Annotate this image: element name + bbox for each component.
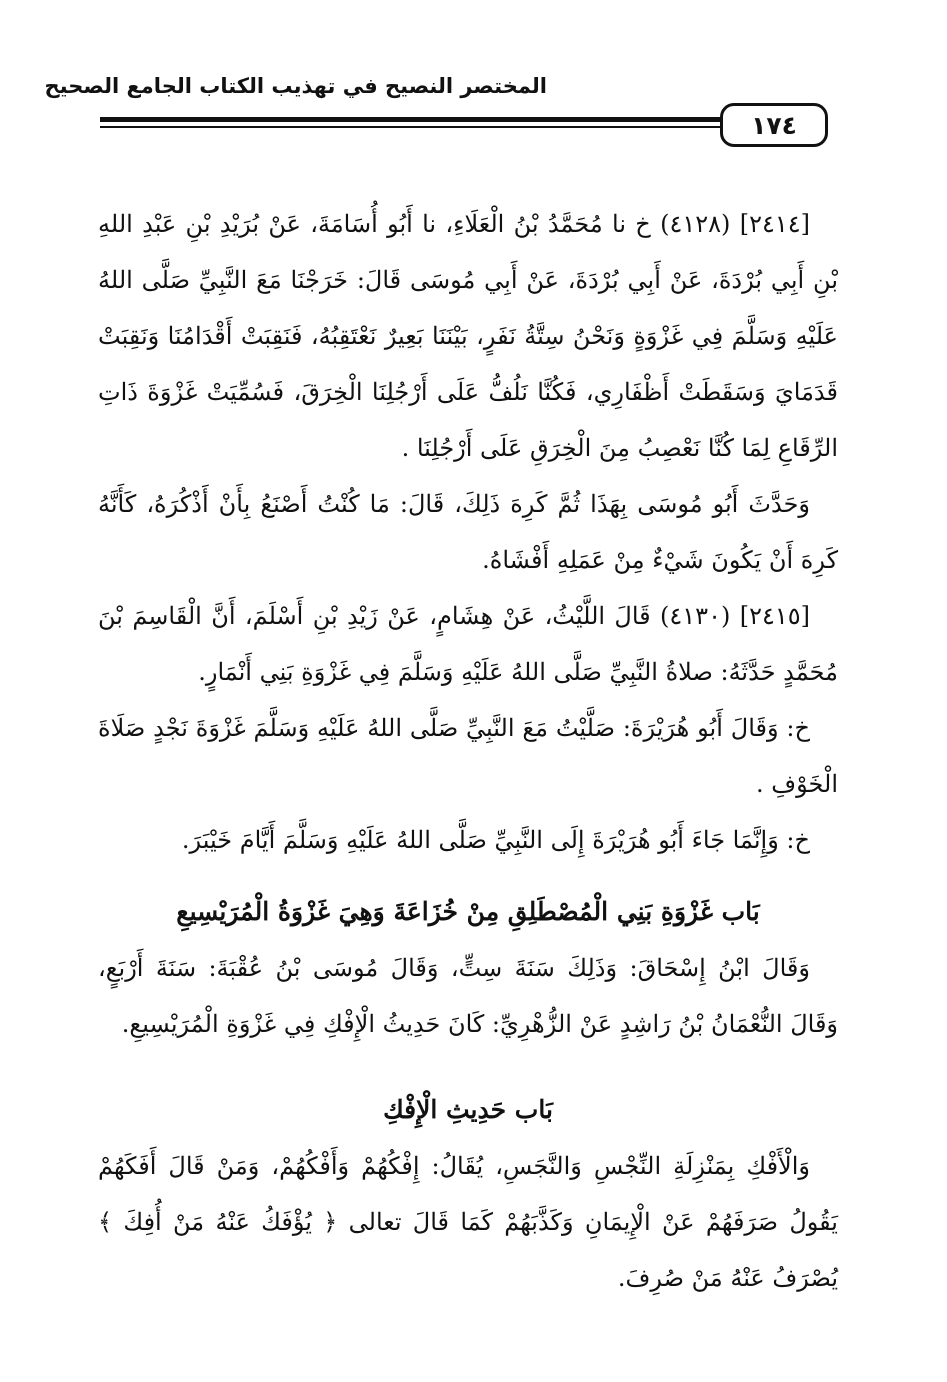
page-number: ١٧٤	[720, 103, 828, 147]
chapter-heading-mustaliq: بَاب غَزْوَةِ بَنِي الْمُصْطَلِقِ مِنْ خُزَاعَةَ وَهِيَ غَزْوَةُ الْمُرَيْسِيعِ	[176, 897, 760, 926]
header-rule-thin	[100, 126, 720, 128]
hadith-2414: [٢٤١٤] (٤١٢٨) خ نا مُحَمَّدُ بْنُ الْعَلَاءِ، نا أَبُو أُسَامَةَ، عَنْ بُرَيْدِ بْنِ عَبْدِ اللهِ بْنِ أَبِي بُرْدَةَ، عَنْ أَبِي بُرْدَةَ، عَنْ أَبِي مُوسَى قَالَ: خَرَجْنَا مَعَ النَّبِيِّ صَلَّى اللهُ عَلَيْهِ وَسَلَّمَ فِي غَزْوَةٍ وَنَحْنُ سِتَّةُ نَفَرٍ، بَيْنَنَا بَعِيرٌ نَعْتَقِبُهُ، فَنَقِبَتْ أَقْدَامُنَا وَنَقِبَتْ قَدَمَايَ وَسَقَطَتْ أَظْفَارِي، فَكُنَّا نَلُفُّ عَلَى أَرْجُلِنَا الْخِرَقَ، فَسُمِّيَتْ غَزْوَةَ ذَاتِ الرِّقَاعِ لِمَا كُنَّا نَعْصِبُ مِنَ الْخِرَقِ عَلَى أَرْجُلِنَا .	[98, 210, 838, 462]
running-title: المختصر النصيح في تهذيب الكتاب الجامع الصحيح	[44, 74, 547, 98]
hadith-2415: [٢٤١٥] (٤١٣٠) قَالَ اللَّيْثُ، عَنْ هِشَامٍ، عَنْ زَيْدِ بْنِ أَسْلَمَ، أَنَّ الْقَاسِمَ بْنَ مُحَمَّدٍ حَدَّثَهُ: صلاةُ النَّبِيِّ صَلَّى اللهُ عَلَيْهِ وَسَلَّمَ فِي غَزْوَةِ بَنِي أَنْمَارٍ.	[98, 602, 838, 686]
paragraph-ifk-definition: وَالْأَفْكِ بِمَنْزِلَةِ النِّجْسِ وَالنَّجَسِ، يُقَالُ: إِفْكُهُمْ وَأَفْكُهُمْ، وَمَنْ قَالَ أَفَكَهُمْ يَقُولُ صَرَفَهُمْ عَنْ الْإِيمَانِ وَكَذَّبَهُمْ كَمَا قَالَ تعالى ﴿ يُؤْفَكُ عَنْهُ مَنْ أُفِكَ ﴾ يُصْرَفُ عَنْهُ مَنْ صُرِفَ.	[98, 1152, 838, 1292]
body-text	[98, 196, 838, 1306]
header-rule-thick	[100, 117, 720, 122]
paragraph-abu-hurayra: خ: وَقَالَ أَبُو هُرَيْرَةَ: صَلَّيْتُ مَعَ النَّبِيِّ صَلَّى اللهُ عَلَيْهِ وَسَلَّمَ غَزْوَةَ نَجْدٍ صَلَاةَ الْخَوْفِ .	[98, 714, 838, 798]
paragraph-abu-musa: وَحَدَّثَ أَبُو مُوسَى بِهَذَا ثُمَّ كَرِهَ ذَلِكَ، قَالَ: مَا كُنْتُ أَصْنَعُ بِأَنْ أَذْكُرَهُ، كَأَنَّهُ كَرِهَ أَنْ يَكُونَ شَيْءٌ مِنْ عَمَلِهِ أَفْشَاهُ.	[98, 490, 838, 574]
chapter-heading-ifk: بَاب حَدِيثِ الْإِفْكِ	[383, 1095, 553, 1124]
paragraph-khaybar: خ: وَإِنَّمَا جَاءَ أَبُو هُرَيْرَةَ إِلَى النَّبِيِّ صَلَّى اللهُ عَلَيْهِ وَسَلَّمَ أَيَّامَ خَيْبَرَ.	[181, 826, 810, 854]
paragraph-ibn-ishaq: وَقَالَ ابْنُ إِسْحَاقَ: وَذَلِكَ سَنَةَ سِتٍّ، وَقَالَ مُوسَى بْنُ عُقْبَةَ: سَنَةَ أَرْبَعٍ، وَقَالَ النُّعْمَانُ بْنُ رَاشِدٍ عَنْ الزُّهْرِيِّ: كَانَ حَدِيثُ الْإِفْكِ فِي غَزْوَةِ الْمُرَيْسِيعِ.	[98, 954, 838, 1038]
